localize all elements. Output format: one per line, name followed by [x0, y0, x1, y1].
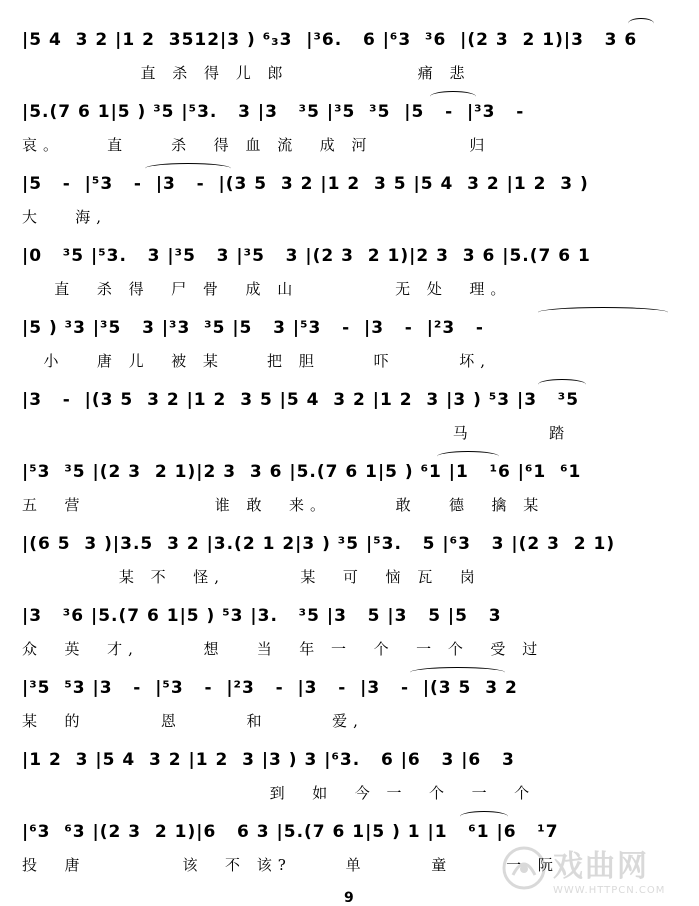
notation-line: |5.(7 6 1|5 ) ³5 |⁵3. 3 |3 ³5 |³5 ³5 |5 - |³3 -	[22, 102, 525, 122]
lyrics-line: 众 英 才, 想 当 年 一 个 一 个 受 过	[22, 639, 544, 658]
lyrics-line: 直 杀 得 尸 骨 成 山 无 处 理。	[22, 279, 512, 298]
lyrics-line: 某 不 怪, 某 可 恼 瓦 岗	[22, 567, 481, 586]
notation-line: |5 4 3 2 |1 2 3512|3 ) ⁶₃3 |³6. 6 |⁶3 ³6 |(2 3 2 1)|3 3 6	[22, 30, 638, 50]
lyrics-line: 某 的 恩 和 爱,	[22, 711, 364, 730]
watermark-url: WWW.HTTPCN.COM	[553, 884, 666, 896]
score-system-10	[22, 664, 674, 738]
lyrics-line: 哀。 直 杀 得 血 流 成 河 归	[22, 135, 491, 154]
score-system-1	[22, 16, 674, 90]
lyrics-line: 大 海,	[22, 207, 108, 226]
notation-line: |³5 ⁵3 |3 - |⁵3 - |²3 - |3 - |3 - |(3 5 3 2	[22, 678, 518, 698]
slur-mark	[538, 307, 668, 318]
slur-mark	[628, 18, 654, 29]
slur-mark	[410, 667, 505, 678]
notation-line: |3 - |(3 5 3 2 |1 2 3 5 |5 4 3 2 |1 2 3 |3 ) ⁵3 |3 ³5	[22, 390, 580, 410]
notation-line: |(6 5 3 )|3.5 3 2 |3.(2 1 2|3 ) ³5 |⁵3. 5 |⁶3 3 |(2 3 2 1)	[22, 534, 616, 554]
lyrics-line: 马 踏	[22, 423, 571, 442]
notation-line: |0 ³5 |⁵3. 3 |³5 3 |³5 3 |(2 3 2 1)|2 3 3 6 |5.(7 6 1	[22, 246, 591, 266]
page-number: 9	[344, 890, 354, 906]
lyrics-line: 小 唐 儿 被 某 把 胆 吓 坏,	[22, 351, 491, 370]
notation-line: |5 - |⁵3 - |3 - |(3 5 3 2 |1 2 3 5 |5 4 3 2 |1 2 3 )	[22, 174, 589, 194]
notation-line: |1 2 3 |5 4 3 2 |1 2 3 |3 ) 3 |⁶3. 6 |6 3 |6 3	[22, 750, 515, 770]
slur-mark	[437, 451, 499, 462]
watermark-text: 戏曲网	[553, 848, 649, 884]
lyrics-line: 投 唐 该 不 该? 单 童 一 阮	[22, 855, 559, 874]
notation-line: |3 ³6 |5.(7 6 1|5 ) ⁵3 |3. ³5 |3 5 |3 5 |5 3	[22, 606, 502, 626]
score-system-9	[22, 592, 674, 666]
score-system-2	[22, 88, 674, 162]
score-system-7	[22, 448, 674, 522]
slur-mark	[460, 811, 508, 822]
watermark	[501, 840, 691, 896]
notation-line: |5 ) ³3 |³5 3 |³3 ³5 |5 3 |⁵3 - |3 - |²3 -	[22, 318, 484, 338]
slur-mark	[430, 91, 476, 102]
score-system-4	[22, 232, 674, 306]
score-system-3	[22, 160, 674, 234]
notation-line: |⁵3 ³5 |(2 3 2 1)|2 3 3 6 |5.(7 6 1|5 ) ⁶1 |1 ¹6 |⁶1 ⁶1	[22, 462, 582, 482]
score-system-8	[22, 520, 674, 594]
score-system-11	[22, 736, 674, 810]
lyrics-line: 五 营 谁 敢 来。 敢 德 擒 某	[22, 495, 545, 514]
slur-mark	[538, 379, 586, 390]
watermark-text-group	[553, 841, 665, 896]
watermark-logo-icon	[501, 845, 547, 891]
notation-line: |⁶3 ⁶3 |(2 3 2 1)|6 6 3 |5.(7 6 1|5 ) 1 |1 ⁶1 |6 ¹7	[22, 822, 559, 842]
lyrics-line: 直 杀 得 儿 郎 痛 悲	[22, 63, 471, 82]
lyrics-line: 到 如 今 一 个 一 个	[22, 783, 536, 802]
slur-mark	[145, 163, 231, 174]
